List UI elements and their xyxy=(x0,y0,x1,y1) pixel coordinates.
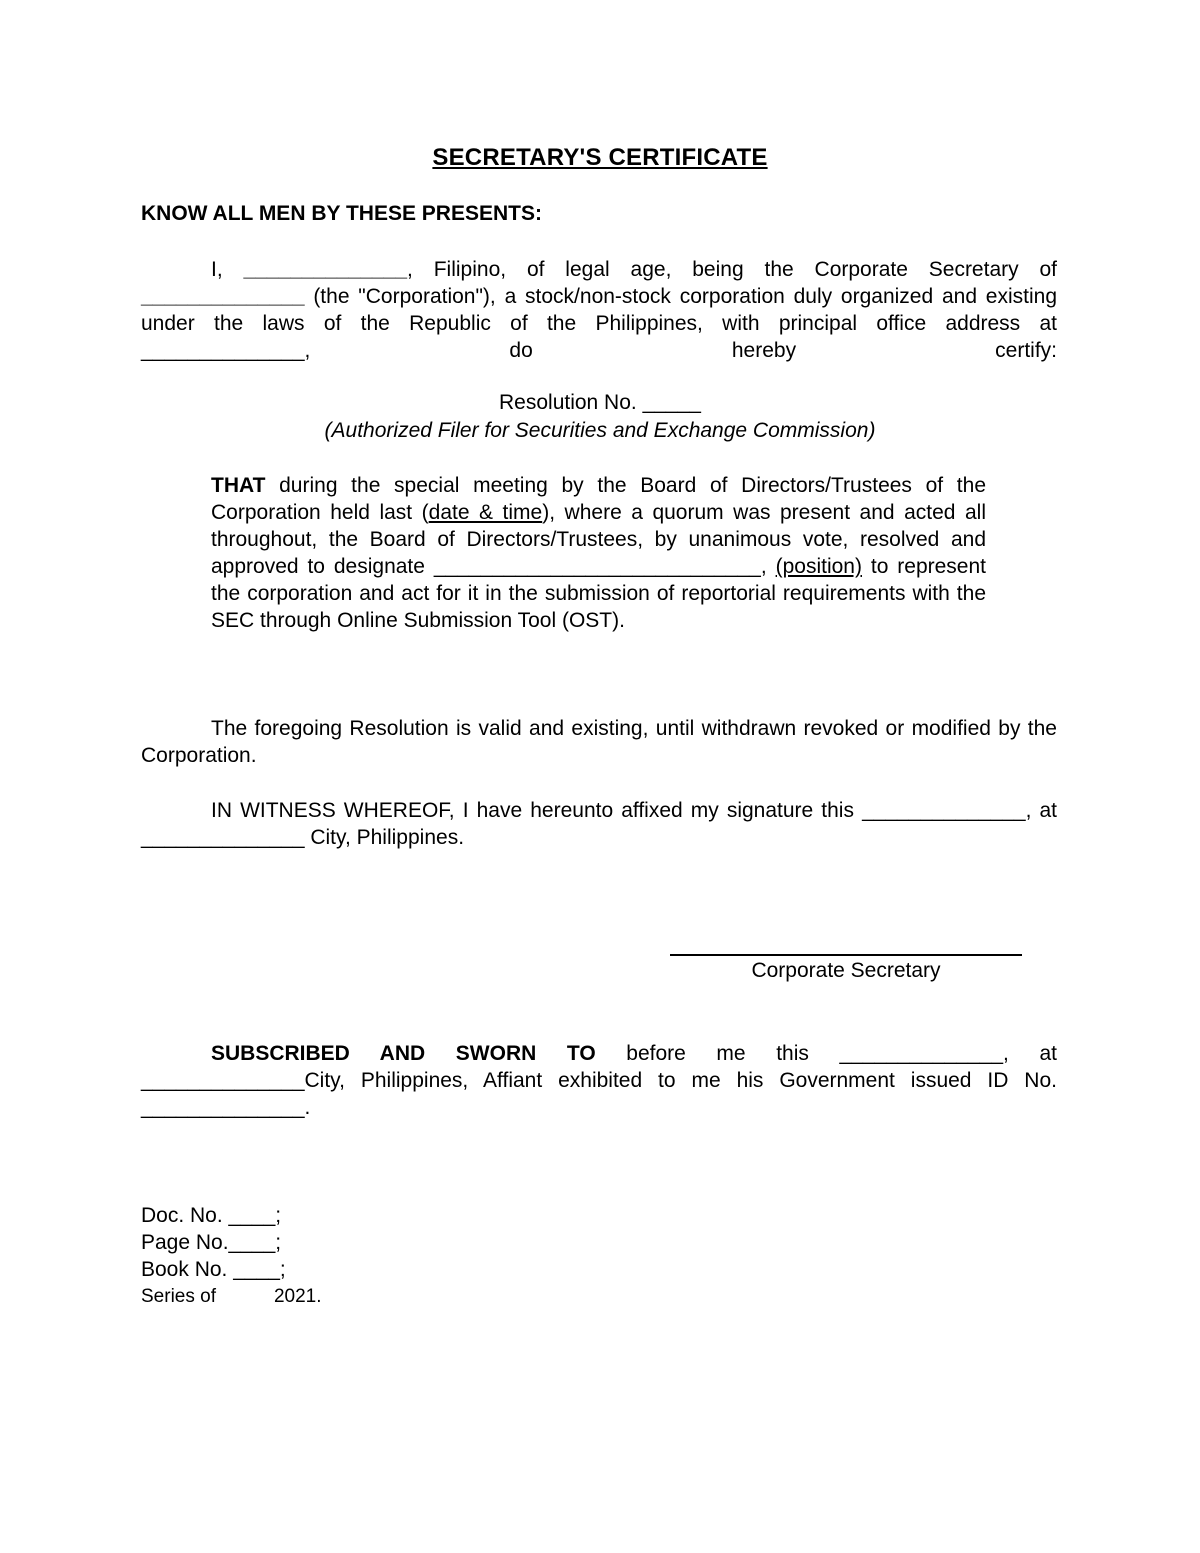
witness-text-1: IN WITNESS WHEREOF, I have hereunto affixed my signature this xyxy=(211,799,863,822)
jurat-lead: SUBSCRIBED AND SWORN TO xyxy=(211,1042,596,1065)
validity-text: The foregoing Resolution is valid and existing, until withdrawn revoked or modified by the Corporation. xyxy=(141,717,1057,767)
notarial-details xyxy=(141,1202,322,1310)
jurat-paragraph xyxy=(141,1040,1057,1121)
resolution-text-4: to represent the corporation and act for it in the submission of reportorial requirements with the SEC through Online Submission Tool (OST). xyxy=(211,555,986,632)
doc-number: Doc. No. ____; xyxy=(141,1204,282,1227)
secretary-name-blank: ______________ xyxy=(243,258,408,281)
document-title: SECRETARY'S CERTIFICATE xyxy=(432,144,768,171)
witness-paragraph xyxy=(141,797,1057,851)
series-year: 2021. xyxy=(273,1286,322,1307)
salutation-heading: KNOW ALL MEN BY THESE PRESENTS: xyxy=(141,202,542,225)
witness-date-blank: ______________ xyxy=(862,799,1026,822)
signature-title: Corporate Secretary xyxy=(751,959,941,982)
resolution-header xyxy=(0,389,1200,445)
witness-text-3: City, Philippines. xyxy=(304,826,465,849)
jurat-text-3: City, Philippines, Affiant exhibited to me his Government issued ID No. xyxy=(304,1069,1057,1092)
resolution-text-3: , xyxy=(760,555,776,578)
date-time-placeholder: date & time xyxy=(428,501,543,524)
intro-text-4: , do hereby certify: xyxy=(304,339,1057,362)
intro-text-3: (the "Corporation"), a stock/non-stock corporation duly organized and existing under the laws of the Republic of the Philippines, with principal office address at xyxy=(141,285,1057,335)
signature-line xyxy=(670,954,1022,956)
resolution-text-2: ), where a quorum was present and acted all throughout, the Board of Directors/Trustees, by unanimous vote, resolved and approved to designate xyxy=(211,501,986,578)
witness-city-blank: ______________ xyxy=(141,826,305,849)
government-id-blank: ______________ xyxy=(141,1096,305,1119)
resolution-lead: THAT xyxy=(211,474,266,497)
validity-paragraph xyxy=(141,715,1057,769)
resolution-number: Resolution No. _____ xyxy=(499,391,701,414)
jurat-text-1: before me this xyxy=(595,1042,840,1065)
resolution-subtitle: (Authorized Filer for Securities and Exchange Commission) xyxy=(324,419,876,442)
series-line xyxy=(141,1283,322,1310)
jurat-text-2: , at xyxy=(1003,1042,1057,1065)
corporation-name-blank: ______________ xyxy=(141,285,305,308)
resolution-body xyxy=(211,472,986,634)
witness-text-2: , at xyxy=(1025,799,1057,822)
resolution-text-1: during the special meeting by the Board of Directors/Trustees of the Corporation held last ( xyxy=(211,474,986,524)
jurat-text-4: . xyxy=(304,1096,311,1119)
designee-blank: ____________________________ xyxy=(433,555,761,578)
intro-text-2: , Filipino, of legal age, being the Corporate Secretary of xyxy=(407,258,1057,281)
jurat-city-blank: ______________ xyxy=(141,1069,305,1092)
office-address-blank: ______________ xyxy=(141,339,305,362)
position-placeholder: (position) xyxy=(775,555,862,578)
series-label: Series of xyxy=(141,1286,216,1307)
jurat-date-blank: ______________ xyxy=(839,1042,1004,1065)
intro-text-1: I, xyxy=(211,258,223,281)
page-number: Page No.____; xyxy=(141,1231,282,1254)
book-number: Book No. ____; xyxy=(141,1258,286,1281)
intro-paragraph xyxy=(141,256,1057,364)
